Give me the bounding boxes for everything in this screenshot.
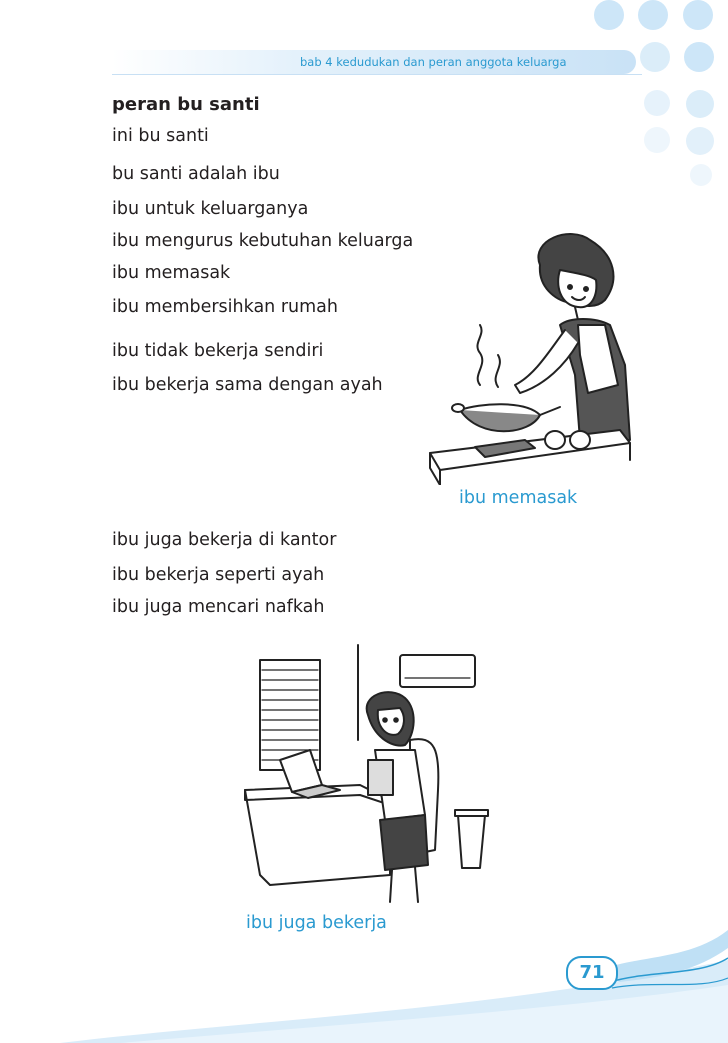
text-line: ibu bekerja seperti ayah <box>112 565 325 585</box>
text-line: ibu untuk keluarganya <box>112 199 309 219</box>
text-line: ibu tidak bekerja sendiri <box>112 341 324 361</box>
office-caption: ibu juga bekerja <box>246 913 387 933</box>
mother-cooking-illustration <box>420 225 645 485</box>
mother-office-illustration <box>240 640 500 915</box>
text-line: ibu mengurus kebutuhan keluarga <box>112 231 414 251</box>
text-line: ibu bekerja sama dengan ayah <box>112 375 383 395</box>
text-line: ibu memasak <box>112 263 231 283</box>
text-line: ibu juga mencari nafkah <box>112 597 325 617</box>
cooking-caption: ibu memasak <box>459 488 578 508</box>
page-number: 71 <box>566 956 618 990</box>
header-divider <box>112 74 642 75</box>
section-title: peran bu santi <box>112 94 260 115</box>
text-line: ibu membersihkan rumah <box>112 297 338 317</box>
text-line: ini bu santi <box>112 126 209 146</box>
text-line: ibu juga bekerja di kantor <box>112 530 337 550</box>
text-line: bu santi adalah ibu <box>112 164 280 184</box>
footer-wave <box>0 900 728 1043</box>
chapter-header: bab 4 kedudukan dan peran anggota keluarga <box>300 55 567 69</box>
